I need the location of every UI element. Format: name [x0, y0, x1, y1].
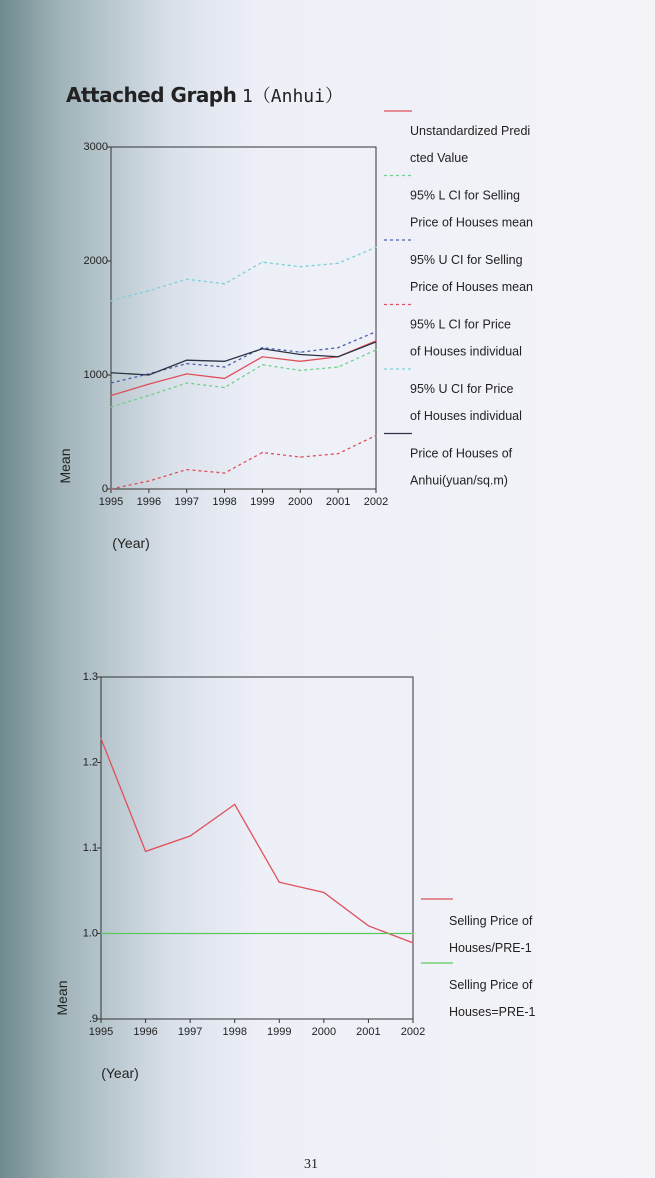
data-point: [100, 738, 101, 739]
data-point: [279, 882, 280, 883]
y-tick-label: 1.1: [82, 842, 98, 854]
x-tick-label: 1998: [222, 1026, 247, 1038]
x-tick-label: 2000: [288, 496, 313, 508]
legend-label-2: 95% L CI for Selling: [410, 188, 521, 203]
data-point: [100, 933, 101, 934]
data-point: [323, 933, 324, 934]
x-tick-label: 2001: [325, 496, 351, 508]
title-bold: Attached Graph: [66, 83, 237, 107]
legend-label-2: Selling Price of: [449, 978, 533, 992]
data-point: [234, 933, 235, 934]
page-number: 31: [304, 1157, 318, 1172]
data-point: [190, 933, 191, 934]
legend-label-2: Price of Houses mean: [410, 215, 533, 230]
legend-label-5: of Houses individual: [410, 409, 522, 423]
legend-label-1: Houses/PRE-1: [449, 941, 532, 955]
plot-frame: [101, 677, 413, 1019]
data-point: [412, 933, 413, 934]
y-tick-label: 1.0: [82, 927, 98, 940]
legend-label-1: Unstandardized Predi: [410, 124, 531, 138]
y-tick-label: 1000: [83, 369, 108, 381]
y-tick-label: .9: [88, 1013, 98, 1025]
x-axis-label: (Year): [101, 1065, 139, 1081]
x-tick-label: 1998: [212, 496, 237, 508]
y-tick-label: 1.2: [82, 756, 98, 769]
x-tick-label: 1996: [133, 1026, 158, 1038]
legend-label-1: Selling Price of: [449, 914, 533, 928]
y-tick-label: 2000: [83, 255, 108, 267]
y-tick-label: 0: [101, 483, 108, 495]
x-tick-label: 2001: [356, 1026, 381, 1038]
legend-label-2: Houses=PRE-1: [449, 1005, 536, 1019]
x-tick-label: 1995: [98, 496, 124, 508]
y-axis-label: Mean: [57, 448, 73, 484]
x-tick-label: 2002: [400, 1026, 426, 1038]
legend-label-1: cted Value: [410, 151, 469, 165]
data-point: [145, 933, 146, 934]
x-tick-label: 1999: [250, 496, 275, 508]
x-tick-label: 1999: [267, 1026, 292, 1038]
data-point: [190, 835, 191, 836]
y-axis-label: Mean: [54, 980, 70, 1016]
legend-label-6: Price of Houses of: [410, 446, 513, 461]
data-point: [145, 851, 146, 852]
legend-label-4: 95% L CI for Price: [410, 317, 511, 332]
x-tick-label: 2002: [363, 496, 389, 508]
x-tick-label: 1996: [136, 496, 162, 508]
series-line-1: [101, 739, 413, 943]
legend-label-3: 95% U CI for Selling: [410, 253, 523, 267]
legend-label-3: Price of Houses mean: [410, 280, 533, 294]
legend-label-6: Anhui(yuan/sq.m): [410, 473, 508, 488]
data-point: [368, 933, 369, 934]
legend-label-4: of Houses individual: [410, 344, 522, 359]
data-point: [368, 925, 369, 926]
data-point: [412, 942, 413, 943]
data-point: [234, 804, 235, 805]
x-tick-label: 2000: [311, 1026, 337, 1038]
data-point: [279, 933, 280, 934]
x-tick-label: 1997: [177, 1026, 203, 1038]
x-axis-label: (Year): [112, 535, 150, 551]
y-tick-label: 1.3: [82, 671, 98, 683]
title-suffix: 1（Anhui）: [241, 86, 343, 107]
x-tick-label: 1995: [88, 1026, 114, 1038]
data-point: [323, 892, 324, 893]
x-tick-label: 1997: [174, 496, 199, 508]
y-tick-label: 3000: [83, 141, 108, 153]
legend-label-5: 95% U CI for Price: [410, 382, 514, 396]
